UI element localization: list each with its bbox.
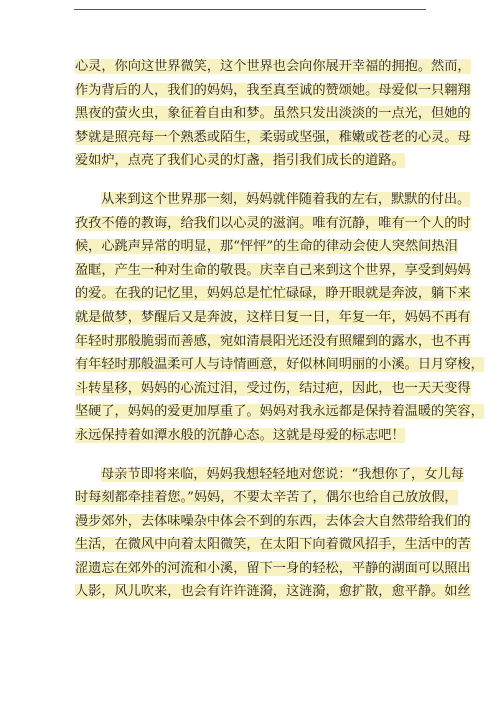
highlighted-text: 漫步郊外，去体味噪杂中体会不到的东西，去体会大自然带给我们的	[75, 513, 471, 529]
text-line	[75, 353, 484, 377]
document-body	[75, 55, 484, 604]
text-line	[75, 400, 484, 424]
text-line	[75, 212, 471, 236]
text-line	[75, 126, 471, 150]
highlighted-text: 候，心跳声异常的明显，那“怦怦”的生命的律动会使人突然间热泪	[75, 239, 458, 255]
highlighted-text: 永远保持着如潭水般的沉静心态。这就是母爱的标志吧！	[75, 427, 405, 443]
text-line	[75, 235, 458, 259]
highlighted-text: 从来到这个世界那一刻，妈妈就伴随着我的左右，默默的付出。	[101, 191, 471, 207]
text-line	[75, 55, 471, 79]
highlighted-text: 生活，在微风中向着太阳微笑，在太阳下向着微风招手，生活中的苦	[75, 537, 471, 553]
highlighted-text: 涩遗忘在郊外的河流和小溪，留下一身的轻松，平静的湖面可以照出	[75, 560, 471, 576]
text-line	[75, 580, 471, 604]
text-line	[75, 282, 471, 306]
text-line	[75, 149, 427, 173]
highlighted-text: 梦就是照亮每一个熟悉或陌生，柔弱或坚强，稚嫩或苍老的心灵。母	[75, 129, 471, 145]
paragraph-1	[75, 55, 471, 173]
highlighted-text: 孜孜不倦的教诲，给我们以心灵的滋润。唯有沉静，唯有一个人的时	[75, 215, 471, 231]
text-line	[75, 377, 471, 401]
text-line	[75, 188, 471, 212]
highlighted-text: 作为背后的人，我们的妈妈，我至真至诚的赞颂她。母爱似一只翱翔	[75, 82, 471, 98]
text-line	[75, 306, 471, 330]
text-line	[75, 510, 471, 534]
text-line	[75, 486, 458, 510]
highlighted-text: 年轻时那般脆弱而善感，宛如清晨阳光还没有照耀到的露水，也不再	[75, 333, 471, 349]
highlighted-text: 的爱。在我的记忆里，妈妈总是忙忙碌碌，睁开眼就是奔波，躺下来	[75, 286, 471, 302]
text-line	[75, 102, 471, 126]
paragraph-3	[75, 463, 471, 605]
paragraph-2	[75, 188, 484, 448]
highlighted-text: 坚硬了，妈妈的爱更加厚重了。妈妈对我永远都是保持着温暖的笑容，	[75, 404, 484, 420]
text-line	[75, 424, 427, 448]
highlighted-text: 就是做梦，梦醒后又是奔波，这样日复一日，年复一年，妈妈不再有	[75, 309, 471, 325]
text-line	[75, 463, 464, 487]
highlighted-text: 爱如炉，点亮了我们心灵的灯盏，指引我们成长的道路。	[75, 153, 405, 169]
text-line	[75, 533, 471, 557]
highlighted-text: 人影，风儿吹来，也会有许许涟漪，这涟漪，愈扩散，愈平静。如丝	[75, 584, 471, 600]
highlighted-text: 母亲节即将来临，妈妈我想轻轻地对您说：“我想你了，女儿每	[101, 466, 464, 482]
highlighted-text: 盈眶，产生一种对生命的敬畏。庆幸自己来到这个世界，享受到妈妈	[75, 262, 471, 278]
text-line	[75, 557, 471, 581]
highlighted-text: 斗转星移，妈妈的心流过泪，受过伤，结过疤，因此，也一天天变得	[75, 380, 471, 396]
text-line	[75, 259, 471, 283]
text-line	[75, 330, 471, 354]
header-rule	[74, 9, 426, 10]
highlighted-text: 黑夜的萤火虫，象征着自由和梦。虽然只发出淡淡的一点光，但她的	[75, 106, 471, 122]
highlighted-text: 时每刻都牵挂着您。”妈妈，不要太辛苦了，偶尔也给自己放放假，	[75, 490, 458, 506]
highlighted-text: 有年轻时那般温柔可人与诗情画意，好似林间明丽的小溪。日月穿梭，	[75, 357, 484, 373]
highlighted-text: 心灵，你向这世界微笑，这个世界也会向你展开幸福的拥抱。然而，	[75, 59, 471, 74]
text-line	[75, 79, 471, 103]
